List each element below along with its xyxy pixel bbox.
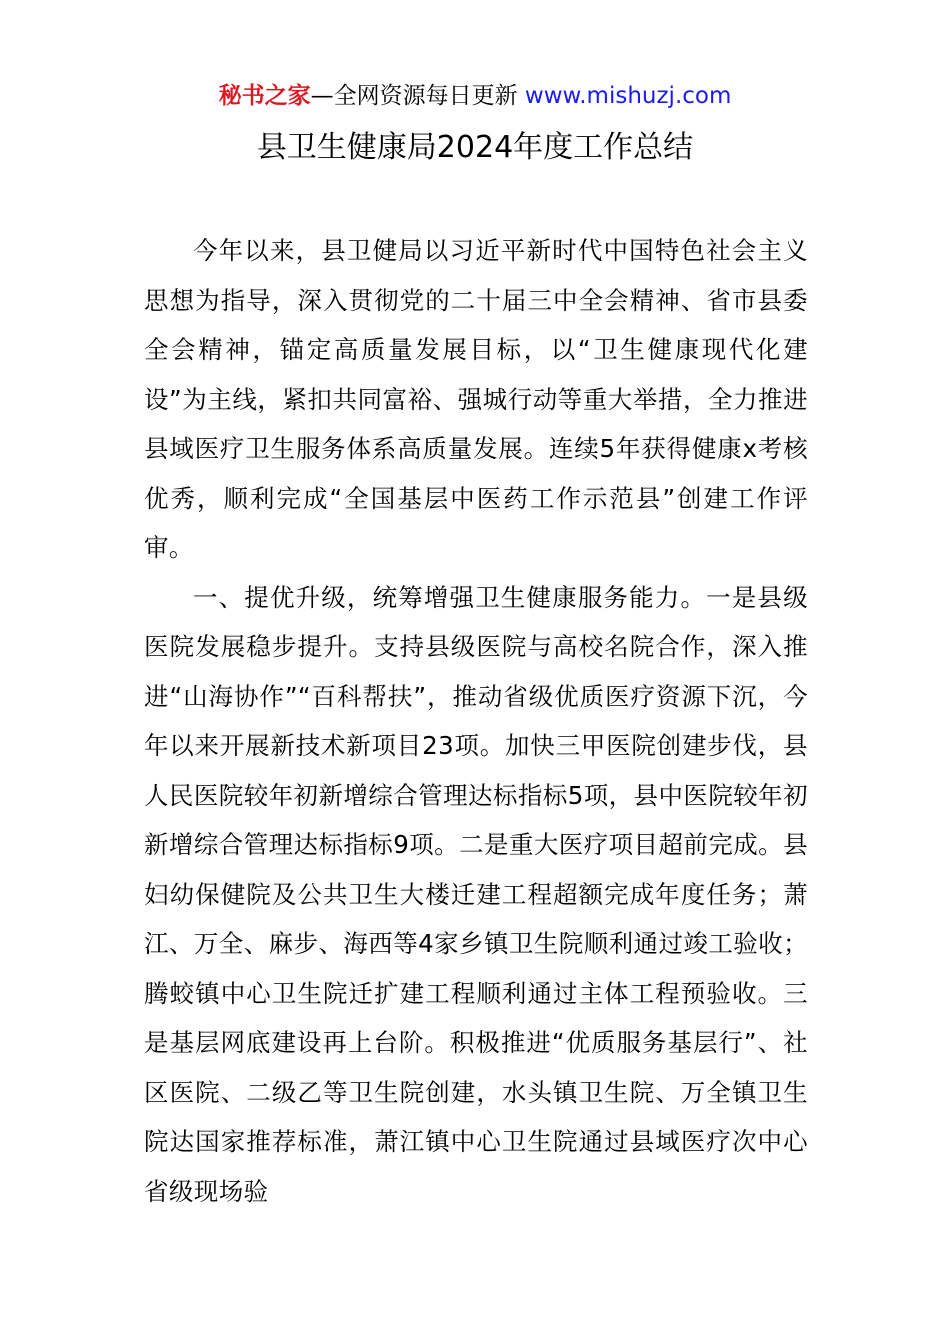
paragraph-section-one: 一、提优升级，统筹增强卫生健康服务能力。一是县级医院发展稳步提升。支持县级医院与高校名院合作，深入推进“山海协作”“百科帮扶”，推动省级优质医疗资源下沉，今年以来开展新技术新项目23项。加快三甲医院创建步伐，县人民医院较年初新增综合管理达标指标5项，县中医院较年初新增综合管理达标指标9项。二是重大医疗项目超前完成。县妇幼保健院及公共卫生大楼迁建工程超额完成年度任务；萧江、万全、麻步、海西等4家乡镇卫生院顺利通过竣工验收；腾蛟镇中心卫生院迁扩建工程顺利通过主体工程预验收。三是基层网底建设再上台阶。积极推进“优质服务基层行”、社区医院、二级乙等卫生院创建，水头镇卫生院、万全镇卫生院达国家推荐标准，萧江镇中心卫生院通过县域医疗次中心省级现场验	[144, 582, 808, 1206]
site-tagline: —全网资源每日更新	[310, 83, 525, 109]
site-url-link[interactable]: www.mishuzj.com	[524, 83, 732, 109]
site-brand: 秘书之家	[218, 83, 311, 109]
site-header	[0, 80, 950, 112]
document-title: 县卫生健康局2024年度工作总结	[256, 130, 694, 165]
document-body	[144, 226, 808, 1216]
paragraph-intro: 今年以来，县卫健局以习近平新时代中国特色社会主义思想为指导，深入贯彻党的二十届三中全会精神、省市县委全会精神，锚定高质量发展目标，以“卫生健康现代化建设”为主线，紧扣共同富裕、强城行动等重大举措，全力推进县域医疗卫生服务体系高质量发展。连续5年获得健康x考核优秀，顺利完成“全国基层中医药工作示范县”创建工作评审。	[144, 236, 808, 562]
